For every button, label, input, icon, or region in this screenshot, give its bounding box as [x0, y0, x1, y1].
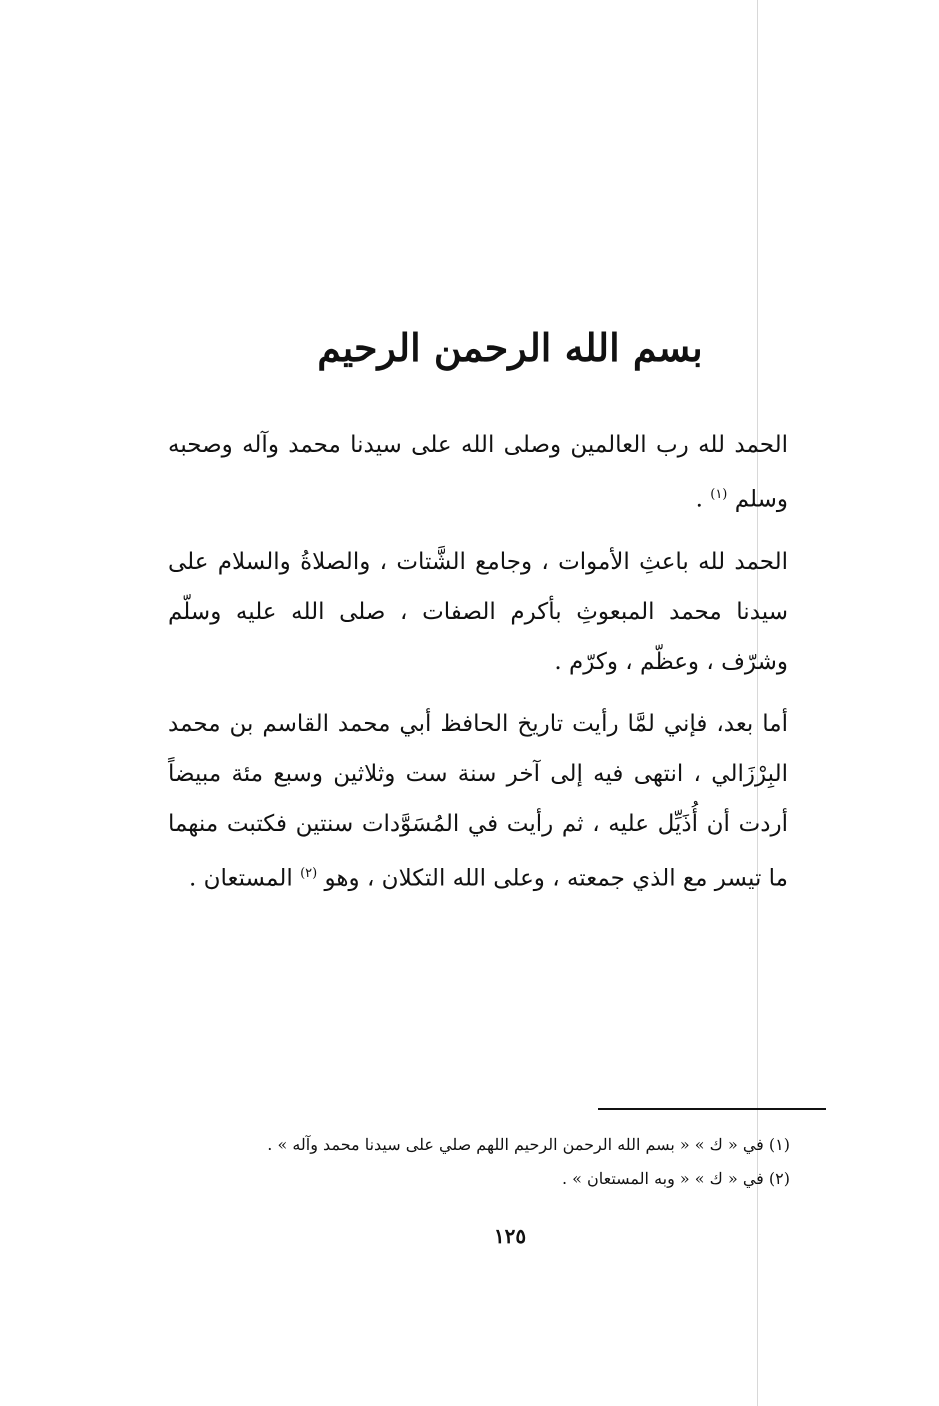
page-number: ١٢٥ — [493, 1224, 527, 1248]
paragraph-1 — [168, 420, 788, 525]
paragraph-2-text: الحمد لله باعثِ الأموات ، وجامع الشَّتات ، والصلاةُ والسلام على سيدنا محمد المبعوثِ بأكرم الصفات ، صلى الله عليه وسلّم وشرّف ، وعظّم ، وكرّم . — [168, 548, 788, 675]
paragraph-3-text-before: أما بعد، فإني لمَّا رأيت تاريخ الحافظ أبي محمد القاسم بن محمد البِرْزَالي ، انتهى فيه إلى آخر سنة ست وثلاثين وسبع مئة مبيضاً أردت أن أُذَيِّل عليه ، ثم رأيت في المُسَوَّدات سنتين فكتبت منهما ما تيسر مع الذي جمعته ، وعلى الله التكلان ، وهو — [168, 710, 788, 892]
paragraph-1-tail: . — [695, 486, 703, 513]
main-text — [168, 420, 788, 915]
footnote-1-text: في « ك » « بسم الله الرحمن الرحيم اللهم صلي على سيدنا محمد وآله » . — [267, 1135, 764, 1154]
footnote-1-number: (١) — [768, 1135, 790, 1154]
paragraph-1-text: الحمد لله رب العالمين وصلى الله على سيدنا محمد وآله وصحبه وسلم — [168, 432, 788, 513]
paragraph-3 — [168, 699, 788, 904]
footnote-separator — [598, 1108, 826, 1110]
footnote-ref-2[interactable]: (٢) — [300, 865, 318, 881]
footnotes — [168, 1128, 790, 1196]
paragraph-2 — [168, 537, 788, 687]
footnote-ref-1[interactable]: (١) — [710, 487, 728, 502]
footnote-2-text: في « ك » « وبه المستعان » . — [561, 1169, 764, 1188]
footnote-2-number: (٢) — [768, 1169, 790, 1188]
footnote-1 — [168, 1128, 790, 1162]
basmala-heading: بسم الله الرحمن الرحيم — [317, 325, 703, 370]
footnote-2 — [168, 1162, 790, 1196]
paragraph-3-text-after: المستعان . — [188, 865, 293, 892]
